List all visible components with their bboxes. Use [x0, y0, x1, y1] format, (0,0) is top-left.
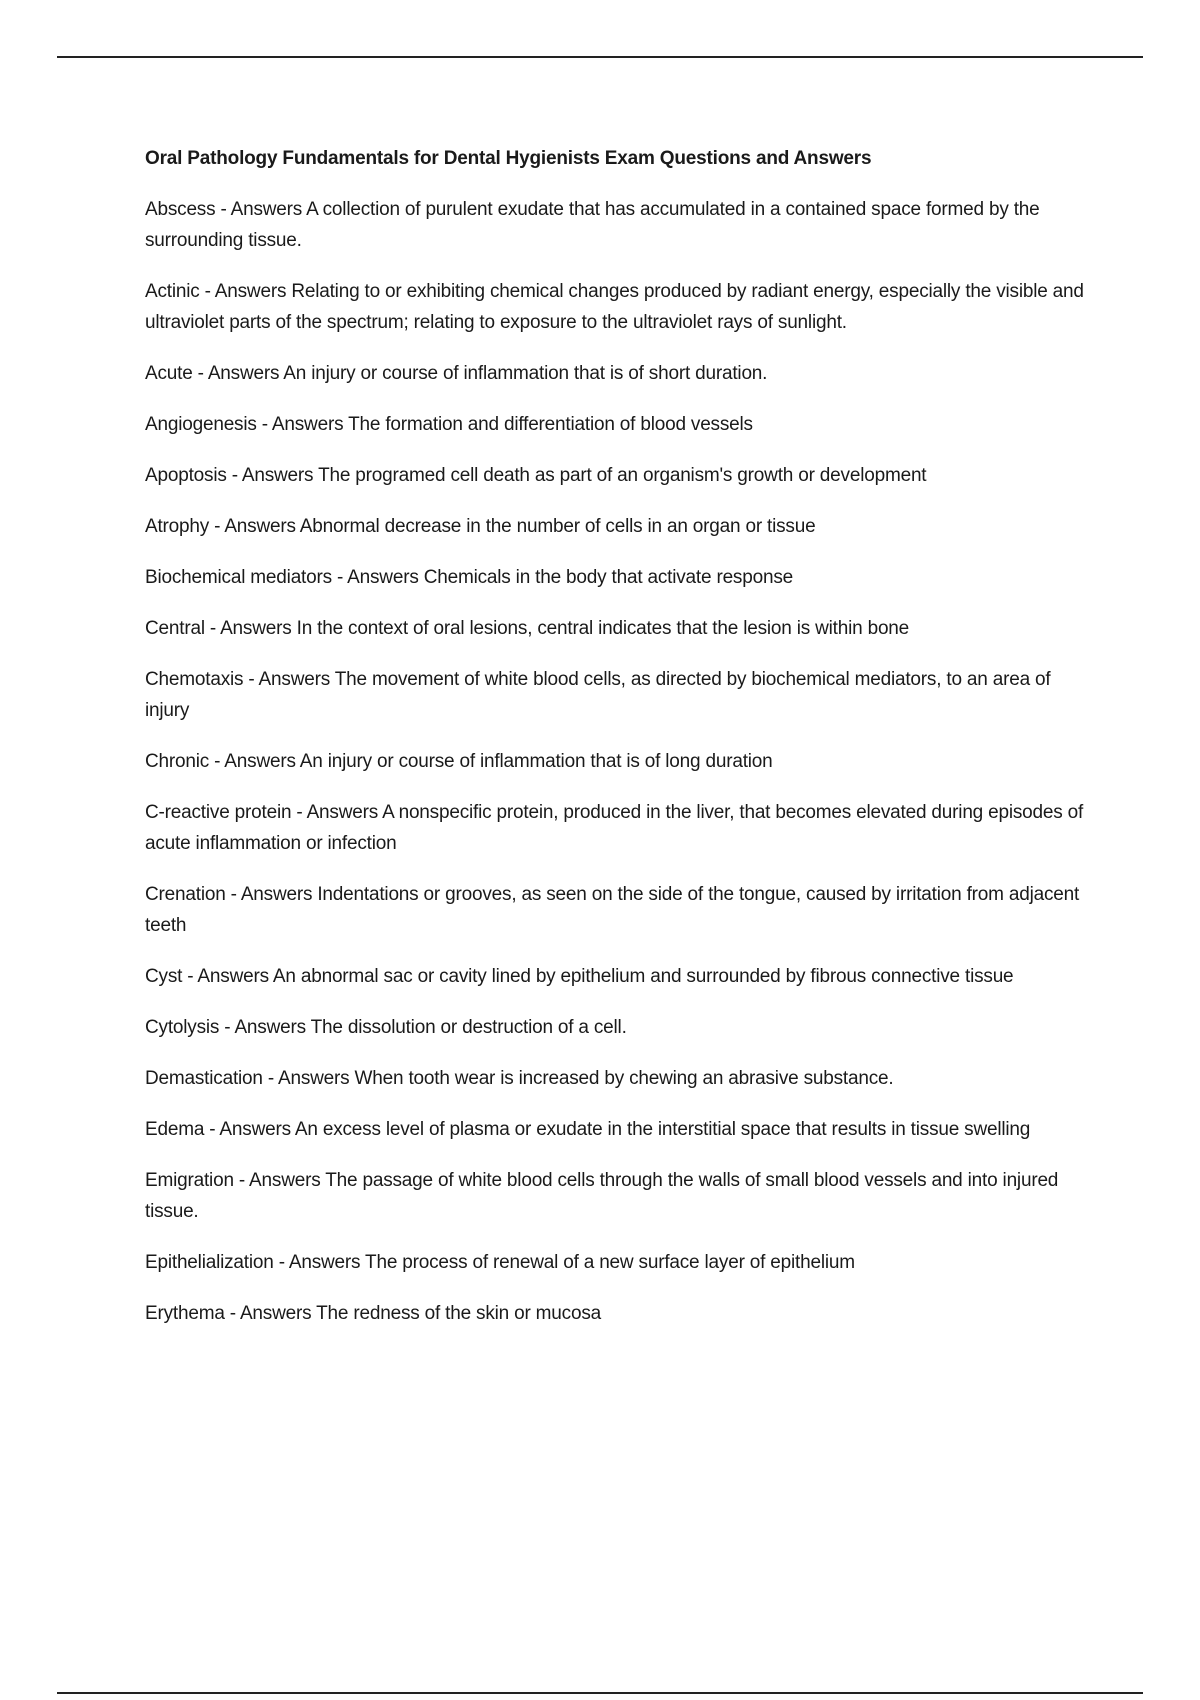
entry-angiogenesis: Angiogenesis - Answers The formation and differentiation of blood vessels: [145, 414, 753, 435]
entry-abscess: Abscess - Answers A collection of purulent exudate that has accumulated in a contained space formed by the surrounding tissue.: [145, 199, 1040, 251]
entry-central: Central - Answers In the context of oral lesions, central indicates that the lesion is within bone: [145, 618, 910, 639]
entry-erythema: Erythema - Answers The redness of the skin or mucosa: [145, 1303, 602, 1324]
entry-c-reactive-protein: C-reactive protein - Answers A nonspecific protein, produced in the liver, that becomes elevated during episodes of acute inflammation or infection: [145, 802, 1084, 854]
entry-cyst: Cyst - Answers An abnormal sac or cavity lined by epithelium and surrounded by fibrous connective tissue: [145, 966, 1014, 987]
entry-biochemical-mediators: Biochemical mediators - Answers Chemicals in the body that activate response: [145, 567, 794, 588]
entry-edema: Edema - Answers An excess level of plasma or exudate in the interstitial space that results in tissue swelling: [145, 1119, 1031, 1140]
entry-epithelialization: Epithelialization - Answers The process of renewal of a new surface layer of epithelium: [145, 1252, 855, 1273]
entry-cytolysis: Cytolysis - Answers The dissolution or destruction of a cell.: [145, 1017, 627, 1038]
entry-chemotaxis: Chemotaxis - Answers The movement of white blood cells, as directed by biochemical mediators, to an area of injury: [145, 669, 1051, 721]
document-title: Oral Pathology Fundamentals for Dental Hygienists Exam Questions and Answers: [145, 148, 872, 169]
bottom-divider: [57, 1692, 1143, 1694]
top-divider: [57, 56, 1143, 58]
entry-demastication: Demastication - Answers When tooth wear is increased by chewing an abrasive substance.: [145, 1068, 894, 1089]
entry-apoptosis: Apoptosis - Answers The programed cell death as part of an organism's growth or development: [145, 465, 927, 486]
entry-crenation: Crenation - Answers Indentations or grooves, as seen on the side of the tongue, caused by irritation from adjacent teeth: [145, 884, 1080, 936]
entry-actinic: Actinic - Answers Relating to or exhibiting chemical changes produced by radiant energy, especially the visible and ultraviolet parts of the spectrum; relating to exposure to the ultraviolet rays of sunlight.: [145, 281, 1084, 333]
entry-atrophy: Atrophy - Answers Abnormal decrease in the number of cells in an organ or tissue: [145, 516, 816, 537]
entry-acute: Acute - Answers An injury or course of inflammation that is of short duration.: [145, 363, 768, 384]
entry-emigration: Emigration - Answers The passage of white blood cells through the walls of small blood vessels and into injured tissue.: [145, 1170, 1059, 1222]
entry-chronic: Chronic - Answers An injury or course of inflammation that is of long duration: [145, 751, 773, 772]
document-body: [145, 144, 1085, 1349]
